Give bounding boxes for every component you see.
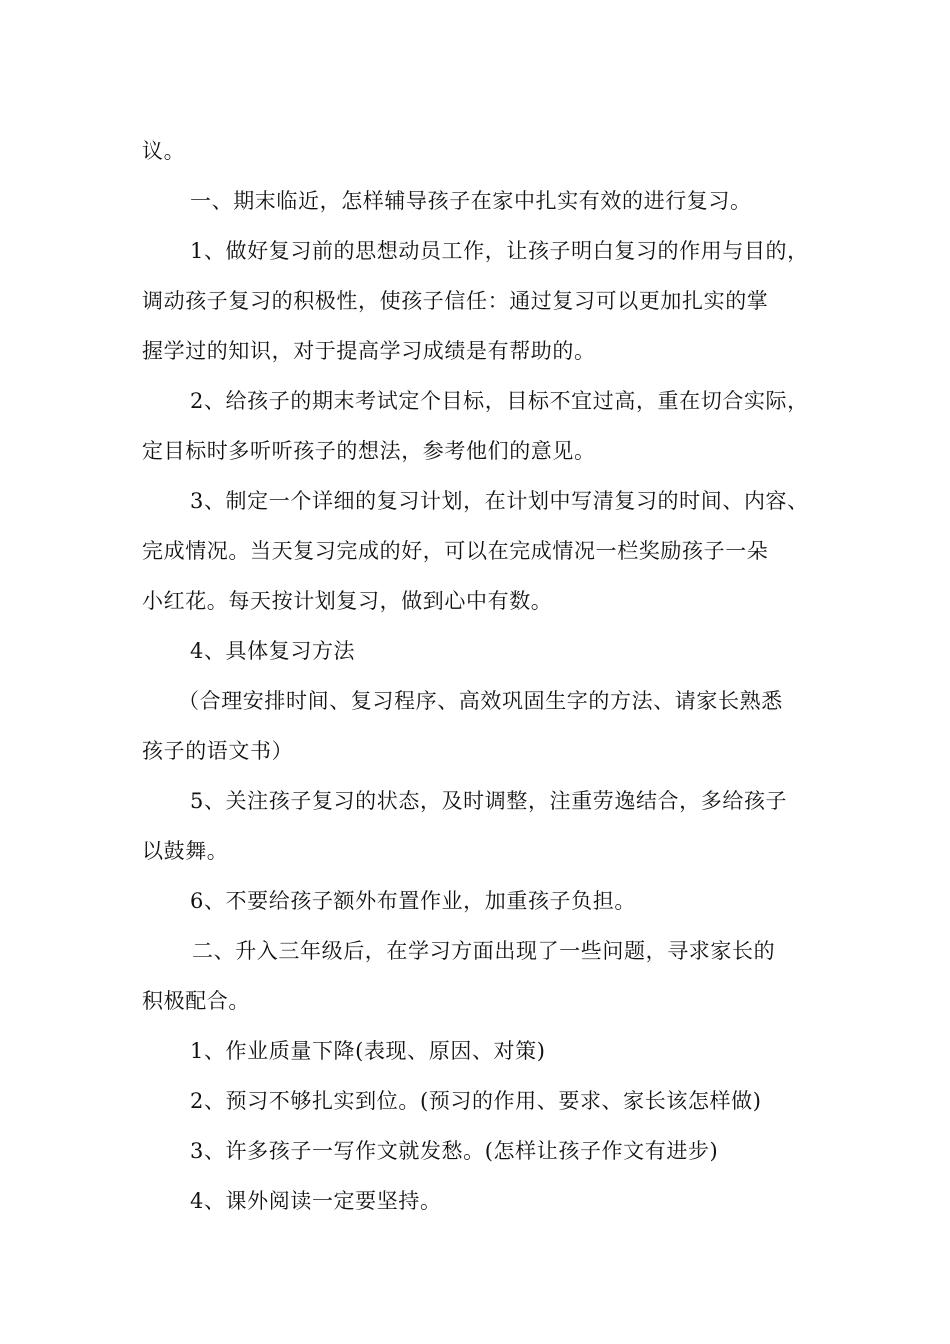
text-line: 以鼓舞。 xyxy=(142,839,229,863)
text-line: 6、不要给孩子额外布置作业，加重孩子负担。 xyxy=(190,889,636,913)
text-line: 孩子的语文书） xyxy=(142,739,294,763)
text-line: 5、关注孩子复习的状态，及时调整，注重劳逸结合，多给孩子 xyxy=(190,789,788,813)
text-line: 4、具体复习方法 xyxy=(190,639,356,663)
text-line: 小红花。每天按计划复习，做到心中有数。 xyxy=(142,589,553,613)
text-line: 握学过的知识，对于提高学习成绩是有帮助的。 xyxy=(142,339,596,363)
text-line: 1、做好复习前的思想动员工作，让孩子明白复习的作用与目的， xyxy=(190,239,809,263)
section-heading: 二、升入三年级后，在学习方面出现了一些问题，寻求家长的 xyxy=(192,939,776,963)
text-line: 调动孩子复习的积极性，使孩子信任：通过复习可以更加扎实的掌 xyxy=(142,289,769,313)
text-line: 2、预习不够扎实到位。(预习的作用、要求、家长该怎样做) xyxy=(190,1089,762,1113)
text-line: 议。 xyxy=(142,139,186,163)
text-line: 积极配合。 xyxy=(142,989,250,1013)
text-line: 3、制定一个详细的复习计划，在计划中写清复习的时间、内容、 xyxy=(190,489,809,513)
text-line: 定目标时多听听孩子的想法，参考他们的意见。 xyxy=(142,439,596,463)
text-line: 3、许多孩子一写作文就发愁。(怎样让孩子作文有进步) xyxy=(190,1139,719,1163)
text-line: 4、课外阅读一定要坚持。 xyxy=(190,1189,442,1213)
text-line: 完成情况。当天复习完成的好，可以在完成情况一栏奖励孩子一朵 xyxy=(142,539,769,563)
text-line: 1、作业质量下降(表现、原因、对策) xyxy=(190,1039,546,1063)
text-line: （合理安排时间、复习程序、高效巩固生字的方法、请家长熟悉 xyxy=(178,689,783,713)
section-heading: 一、期末临近，怎样辅导孩子在家中扎实有效的进行复习。 xyxy=(190,189,752,213)
text-line: 2、给孩子的期末考试定个目标，目标不宜过高，重在切合实际， xyxy=(190,389,809,413)
